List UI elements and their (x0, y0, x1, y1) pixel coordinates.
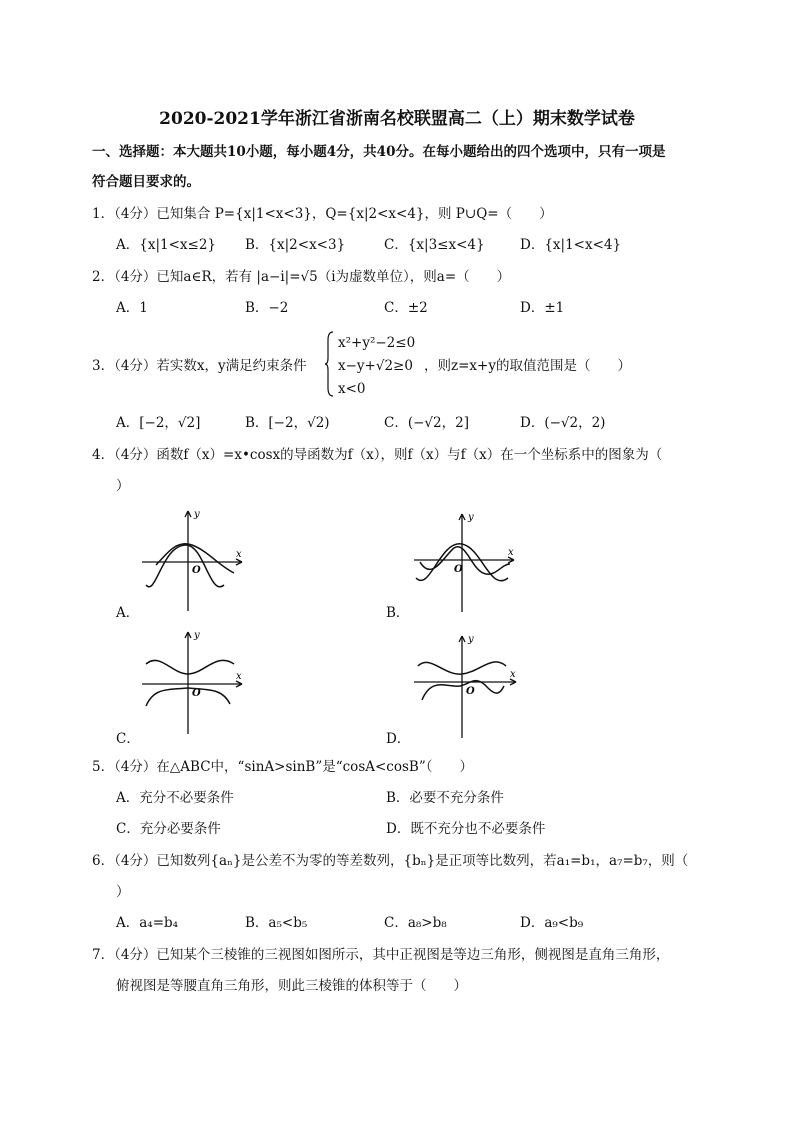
graph-c-y-label: y (194, 630, 200, 641)
question-7-stem-line2: 俯视图是等腰直角三角形，则此三棱锥的体积等于（ ） (116, 978, 467, 994)
q4-option-c-label: C． (116, 731, 140, 747)
q1-option-d: D．{x|1<x<4} (520, 237, 622, 253)
q2-option-a: A．1 (116, 300, 148, 316)
graph-d-x-label: x (510, 669, 516, 680)
question-3-stem-end: ，则z=x+y的取值范围是（ ） (424, 358, 631, 374)
q3-option-b: B．[−2，√2) (245, 415, 330, 431)
q4-option-d-label: D． (386, 731, 411, 747)
q1-option-c: C．{x|3≤x<4} (384, 237, 485, 253)
constraint-brace (324, 330, 334, 398)
q3-option-c: C．(−√2，2] (384, 415, 469, 431)
q6-option-c: C．a₈>b₈ (384, 915, 447, 931)
graph-a-y-label: y (194, 509, 200, 520)
q4-graph-d (410, 632, 522, 740)
q1-option-b: B．{x|2<x<3} (245, 237, 346, 253)
section-heading-line1: 一、选择题：本大题共10小题，每小题4分，共40分。在每小题给出的四个选项中，只有一项是 (92, 144, 666, 160)
q2-option-c: C．±2 (384, 300, 428, 316)
q1-option-a: A．{x|1<x≤2} (116, 237, 217, 253)
graph-a-origin-label: O (192, 565, 201, 576)
graph-b-origin-label: O (454, 564, 463, 575)
constraint-1: x²+y²−2≤0 (338, 335, 416, 351)
q5-option-b: B．必要不充分条件 (386, 790, 504, 806)
q2-option-d: D．±1 (520, 300, 565, 316)
graph-a-x-label: x (236, 549, 242, 560)
graph-b-y-label: y (468, 512, 474, 523)
question-5-stem: 5．（4分）在△ABC中，“sinA>sinB”是“cosA<cosB”（ ） (92, 759, 473, 775)
q4-option-a-label: A． (116, 605, 140, 621)
q4-graph-b (410, 510, 522, 614)
question-7-stem: 7．（4分）已知某个三棱锥的三视图如图所示，其中正视图是等边三角形，侧视图是直角三角形， (92, 947, 670, 963)
graph-d-origin-label: O (466, 686, 475, 697)
q5-option-a: A．充分不必要条件 (116, 790, 234, 806)
q4-graph-a (138, 505, 250, 613)
question-4-stem: 4．（4分）函数f（x）=x•cosx的导函数为f（x），则f（x）与f（x）在一个坐标系中的图象为（ (92, 447, 663, 463)
q3-option-a: A．[−2，√2] (116, 415, 201, 431)
question-4-stem-end: ） (116, 478, 130, 494)
constraint-3: x<0 (338, 381, 366, 397)
q5-option-c: C．充分必要条件 (116, 821, 221, 837)
constraint-2: x−y+√2≥0 (338, 358, 413, 374)
question-1-stem: 1．（4分）已知集合 P={x|1<x<3}，Q={x|2<x<4}，则 P∪Q=（ ） (92, 206, 553, 222)
q2-option-b: B．−2 (245, 300, 289, 316)
exam-title: 2020-2021学年浙江省浙南名校联盟高二（上）期末数学试卷 (159, 109, 635, 129)
q6-option-a: A．a₄=b₄ (116, 915, 179, 931)
graph-c-origin-label: O (192, 688, 201, 699)
graph-d-y-label: y (468, 634, 474, 645)
section-heading-line2: 符合题目要求的。 (92, 174, 200, 190)
question-6-stem-end: ） (116, 884, 130, 900)
q6-option-d: D．a₉<b₉ (520, 915, 584, 931)
q6-option-b: B．a₅<b₅ (245, 915, 308, 931)
graph-b-x-label: x (508, 547, 514, 558)
q4-graph-c (138, 628, 250, 736)
question-2-stem: 2．（4分）已知a∈R，若有 |a−i|=√5（i为虚数单位），则a=（ ） (92, 269, 511, 285)
question-6-stem: 6．（4分）已知数列{aₙ}是公差不为零的等差数列，{bₙ}是正项等比数列，若a₁=b₁，a₇=b₇，则（ (92, 853, 689, 869)
q5-option-d: D．既不充分也不必要条件 (386, 821, 546, 837)
q4-option-b-label: B． (386, 605, 410, 621)
q3-option-d: D．(−√2，2) (520, 415, 606, 431)
graph-c-x-label: x (236, 671, 242, 682)
question-3-stem: 3．（4分）若实数x，y满足约束条件 (92, 358, 307, 374)
